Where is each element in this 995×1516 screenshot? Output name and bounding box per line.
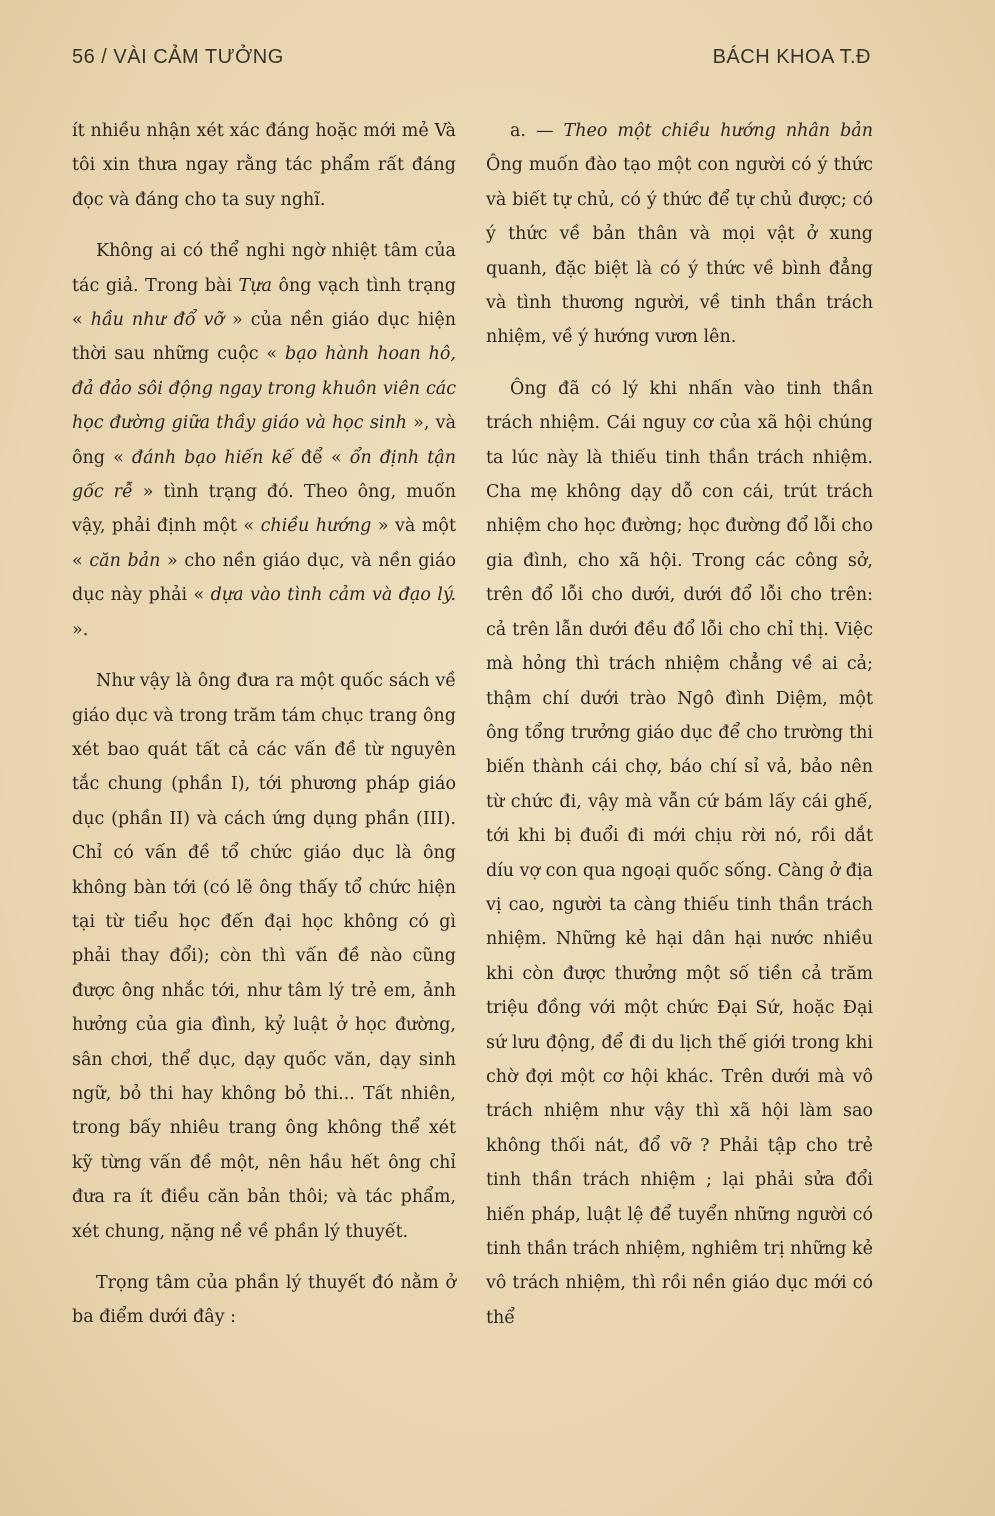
left-paragraph-3: Như vậy là ông đưa ra một quốc sách về giáo dục và trong trăm tám chục trang ông xét bao quát tất cả các vấn đề từ nguyên tắc chung (phần I), tới phương pháp giáo dục (phần II) và cách ứng dụng phần (III). Chỉ có vấn đề tổ chức giáo dục là ông không bàn tới (có lẽ ông thấy tổ chức hiện tại từ tiểu học đến đại học không có gì phải thay đổi); còn thì vấn đề nào cũng được ông nhắc tới, như tâm lý trẻ em, ảnh hưởng của gia đình, kỷ luật ở học đường, sân chơi, thể dục, dạy quốc văn, dạy sinh ngữ, bỏ thi hay không bỏ thi... Tất nhiên, trong bấy nhiêu trang ông không thể xét kỹ từng vấn đề một, nên hầu hết ông chỉ đưa ra ít điều căn bản thôi; và tác phẩm, xét chung, nặng nề về phần lý thuyết.	[72, 671, 456, 1242]
right-paragraph-2: Ông đã có lý khi nhấn vào tinh thần trách nhiệm. Cái nguy cơ của xã hội chúng ta lúc này là thiếu tinh thần trách nhiệm. Cha mẹ không dạy dỗ con cái, trút trách nhiệm cho học đường; học đường đổ lỗi cho gia đình, cho xã hội. Trong các công sở, trên đổ lỗi cho dưới, dưới đổ lỗi cho trên: cả trên lẫn dưới đều đổ lỗi cho chỉ thị. Việc mà hỏng thì trách nhiệm chẳng về ai cả; thậm chí dưới trào Ngô đình Diệm, một ông tổng trưởng giáo dục để cho trường thi biến thành cái chợ, báo chí sỉ vả, bảo nên từ chức đi, vậy mà vẫn cứ bám lấy cái ghế, tới khi bị đuổi đi mới chịu rời nó, rồi dắt díu vợ con qua ngoại quốc sống. Càng ở địa vị cao, người ta càng thiếu tinh thần trách nhiệm. Những kẻ hại dân hại nước nhiều khi còn được thưởng một số tiền cả trăm triệu đồng với một chức Đại Sứ, hoặc Đại sứ lưu động, để đi du lịch thế giới trong khi chờ đợi một cơ hội khác. Trên dưới mà vô trách nhiệm như vậy thì xã hội làm sao không thối nát, đổ vỡ ? Phải tập cho trẻ tinh thần trách nhiệm ; lại phải sửa đổi hiến pháp, luật lệ để tuyển những người có tinh thần trách nhiệm, nghiêm trị những kẻ vô trách nhiệm, thì rồi nền giáo dục mới có thể	[486, 378, 873, 1328]
journal-name: BÁCH KHOA T.Đ	[712, 46, 871, 68]
left-paragraph-2: Không ai có thể nghi ngờ nhiệt tâm của tác giả. Trong bài Tựa ông vạch tình trạng « hầu như đổ vỡ » của nền giáo dục hiện thời sau những cuộc « bạo hành hoan hô, đả đảo sôi động ngay trong khuôn viên các học đường giữa thầy giáo và học sinh », và ông « đánh bạo hiến kế để « ổn định tận gốc rễ » tình trạng đó. Theo ông, muốn vậy, phải định một « chiều hướng » và một « căn bản » cho nền giáo dục, và nền giáo dục này phải « dựa vào tình cảm và đạo lý. ».	[72, 241, 457, 640]
left-paragraph-4: Trọng tâm của phần lý thuyết đó nằm ở ba điểm dưới đây :	[72, 1273, 456, 1328]
left-column	[72, 114, 456, 1352]
right-column	[486, 114, 873, 1352]
page-number-title: 56 / VÀI CẢM TƯỞNG	[72, 46, 284, 68]
right-paragraph-1: a. — Theo một chiều hướng nhân bản Ông muốn đào tạo một con người có ý thức và biết tự chủ, có ý thức để tự chủ được; có ý thức về bản thân và mọi vật ở xung quanh, đặc biệt là có ý thức về bình đẳng và tình thương người, về tinh thần trách nhiệm, về ý hướng vươn lên.	[486, 121, 873, 348]
page-header	[72, 46, 871, 76]
left-paragraph-1: ít nhiều nhận xét xác đáng hoặc mới mẻ Và tôi xin thưa ngay rằng tác phẩm rất đáng đọc và đáng cho ta suy nghĩ.	[72, 121, 456, 210]
